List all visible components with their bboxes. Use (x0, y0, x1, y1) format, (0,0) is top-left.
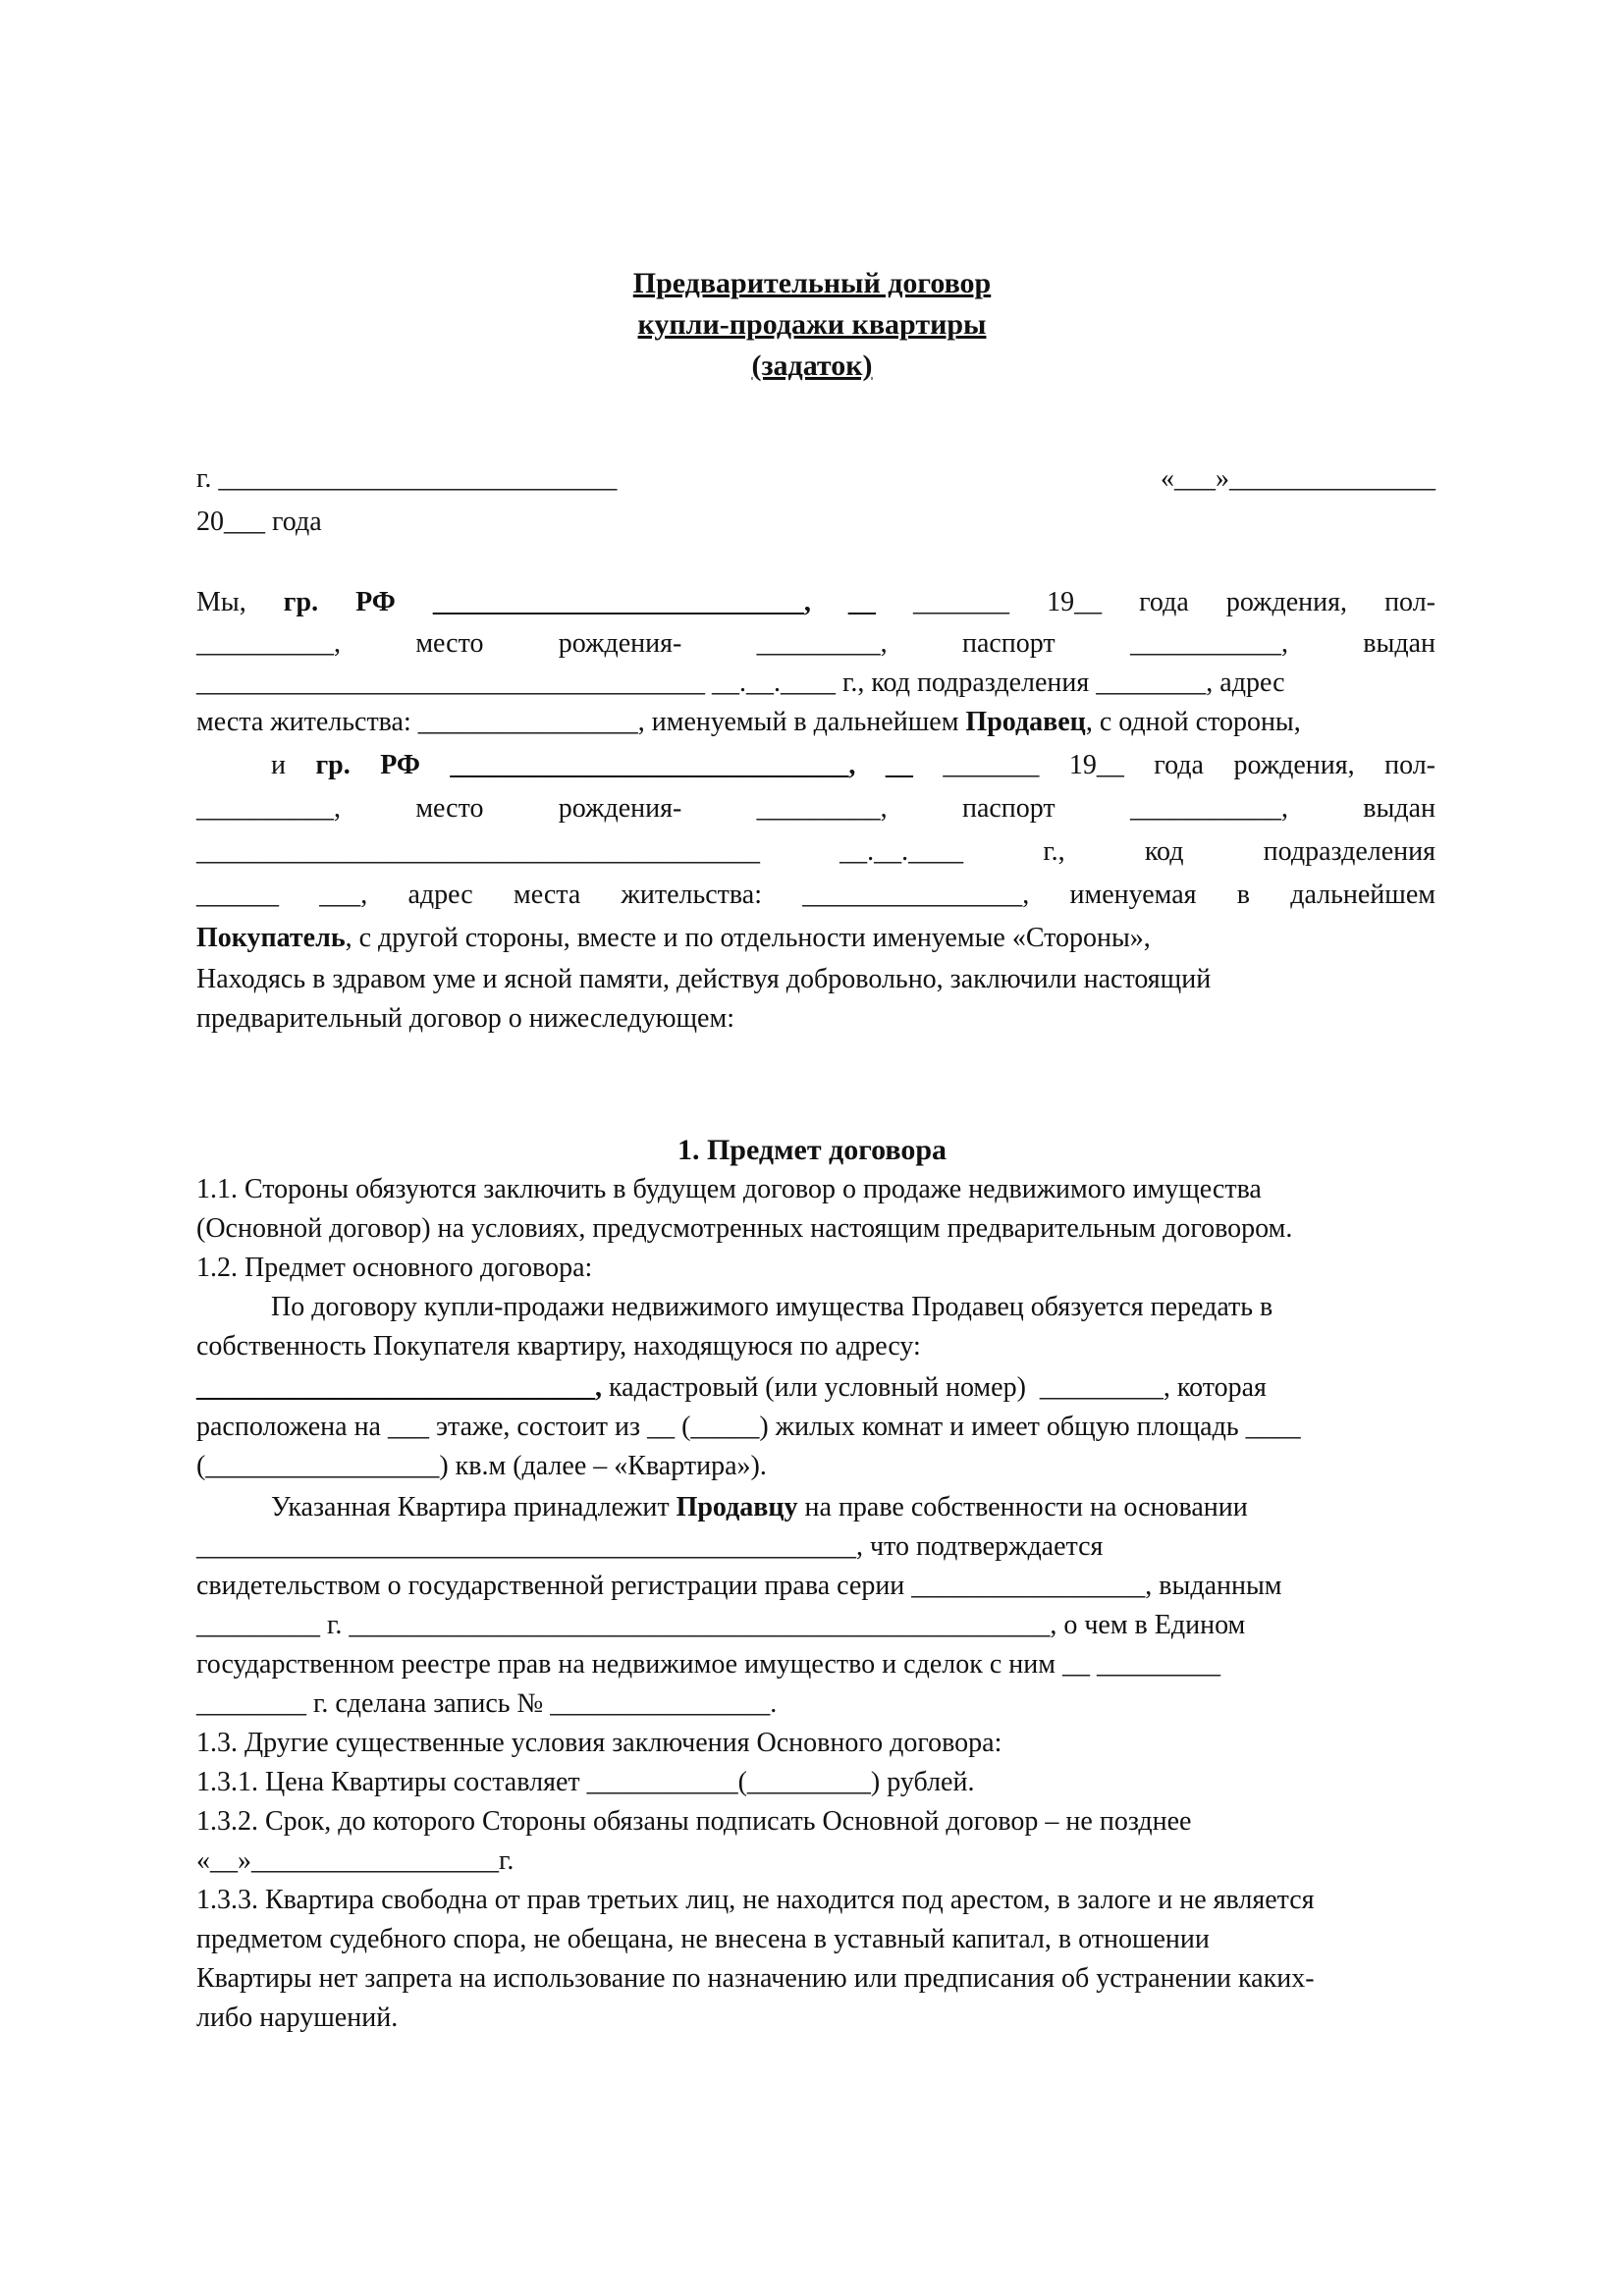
clause-1-3-2-line-2: «__»__________________г. (196, 1845, 514, 1876)
buyer-line-1: и гр. РФ _____________________________, __ _______ 19__ года рождения, пол- (271, 750, 1435, 780)
buyer-line-5: Покупатель, с другой стороны, вместе и по отдельности именуемые «Стороны», (196, 923, 1151, 953)
ownership-line-1: Указанная Квартира принадлежит Продавцу на праве собственности на основании (271, 1492, 1248, 1522)
agreement-intro-1: Находясь в здравом уме и ясной памяти, действуя добровольно, заключили настоящий (196, 964, 1212, 994)
city-field: г. _____________________________ (196, 463, 618, 494)
clause-1-3-3-line-2: предметом судебного спора, не обещана, не внесена в уставный капитал, в отношении (196, 1924, 1210, 1954)
document-title-line3: (задаток) (751, 349, 873, 382)
clause-1-1-line-1: 1.1. Стороны обязуются заключить в будущем договор о продаже недвижимого имущества (196, 1174, 1262, 1204)
section-1-heading: 1. Предмет договора (677, 1134, 947, 1166)
clause-1-2-text-1: По договору купли-продажи недвижимого имущества Продавец обязуется передать в (271, 1292, 1273, 1322)
clause-1-2-text-3: _____________________________, кадастровый (или условный номер) _________, которая (196, 1372, 1267, 1403)
ownership-line-5: государственном реестре прав на недвижимое имущество и сделок с ним __ _________ (196, 1649, 1220, 1680)
clause-1-2-text-5: (_________________) кв.м (далее – «Квартира»). (196, 1451, 767, 1481)
buyer-line-3: _________________________________________ __.__.____ г., код подразделения (196, 836, 1435, 867)
seller-line-4: места жительства: ________________, именуемый в дальнейшем Продавец, с одной стороны, (196, 707, 1301, 737)
date-year: 20___ года (196, 507, 322, 537)
ownership-line-4: _________ г. ___________________________________________________, о чем в Едином (196, 1610, 1246, 1640)
date-field: «___»_______________ (1161, 463, 1435, 494)
clause-1-3: 1.3. Другие существенные условия заключения Основного договора: (196, 1728, 1002, 1758)
document-title-line2: купли-продажи квартиры (637, 308, 987, 341)
ownership-line-6: ________ г. сделана запись № ________________. (196, 1688, 778, 1719)
document-title-line1: Предварительный договор (632, 267, 992, 299)
seller-line-1: Мы, гр. РФ ___________________________, __ _______ 19__ года рождения, пол- (196, 587, 1435, 617)
clause-1-2-text-4: расположена на ___ этаже, состоит из __ (_____) жилых комнат и имеет общую площадь ____ (196, 1412, 1301, 1442)
clause-1-2: 1.2. Предмет основного договора: (196, 1253, 593, 1283)
buyer-line-2: __________, место рождения- _________, паспорт ___________, выдан (196, 793, 1435, 824)
clause-1-3-3-line-4: либо нарушений. (196, 2002, 399, 2033)
clause-1-3-1: 1.3.1. Цена Квартиры составляет ___________(_________) рублей. (196, 1767, 975, 1797)
agreement-intro-2: предварительный договор о нижеследующем: (196, 1003, 734, 1034)
clause-1-1-line-2: (Основной договор) на условиях, предусмотренных настоящим предварительным договором. (196, 1213, 1293, 1244)
seller-line-2: __________, место рождения- _________, паспорт ___________, выдан (196, 628, 1435, 659)
clause-1-2-text-2: собственность Покупателя квартиру, находящуюся по адресу: (196, 1331, 921, 1362)
clause-1-3-3-line-1: 1.3.3. Квартира свободна от прав третьих лиц, не находится под арестом, в залоге и не является (196, 1885, 1315, 1915)
ownership-line-3: свидетельством о государственной регистрации права серии _________________, выданным (196, 1571, 1282, 1601)
clause-1-3-2-line-1: 1.3.2. Срок, до которого Стороны обязаны подписать Основной договор – не позднее (196, 1806, 1192, 1837)
seller-line-3: _____________________________________ __.__.____ г., код подразделения ________, адрес (196, 667, 1285, 698)
ownership-line-2: ________________________________________________, что подтверждается (196, 1531, 1104, 1562)
buyer-line-4: ______ ___, адрес места жительства: ________________, именуемая в дальнейшем (196, 880, 1435, 910)
clause-1-3-3-line-3: Квартиры нет запрета на использование по назначению или предписания об устранении каких- (196, 1963, 1315, 1994)
